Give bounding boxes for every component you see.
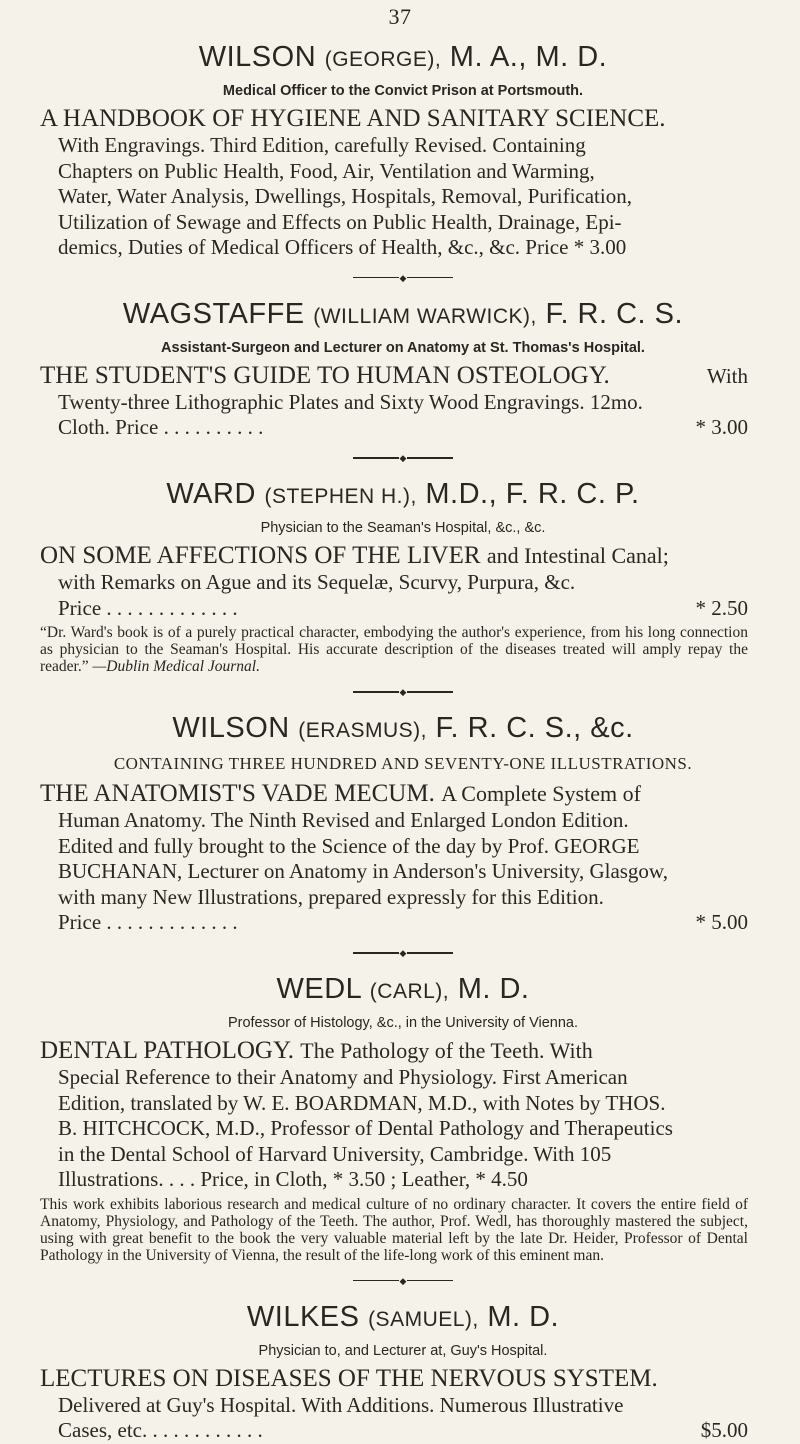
description-line: demics, Duties of Medical Officers of Health, &c., &c. Price * 3.00	[58, 235, 627, 259]
description-line: Delivered at Guy's Hospital. With Additions. Numerous Illustrative	[58, 1392, 624, 1417]
entry-wilson-erasmus	[40, 711, 748, 936]
author-position: Physician to, and Lecturer at, Guy's Hospital.	[258, 1342, 548, 1359]
book-description	[58, 1065, 748, 1193]
description-line: With Engravings. Third Edition, carefully Revised. Containing	[58, 133, 586, 157]
author-heading	[58, 972, 748, 1009]
book-title-tail: With	[706, 363, 748, 388]
price-value: * 2.50	[695, 595, 748, 620]
price-line	[58, 596, 748, 622]
price-label: Price . . . . . . . . . . . . .	[58, 910, 238, 935]
author-name: WEDL	[276, 973, 362, 1006]
section-divider: ◆	[58, 1276, 748, 1286]
price-value: $5.00	[700, 1418, 748, 1443]
author-degree: M. D.	[457, 973, 530, 1006]
author-forename: (ERASMUS),	[298, 719, 427, 743]
illustration-note: CONTAINING THREE HUNDRED AND SEVENTY-ONE ILLUSTRATIONS.	[113, 754, 693, 774]
author-degree: F. R. C. S.	[545, 297, 684, 330]
book-title-tail: The Pathology of the Teeth. With	[300, 1038, 593, 1064]
description-line: with Remarks on Ague and its Sequelæ, Scurvy, Purpura, &c.	[58, 570, 576, 595]
book-title-tail: and Intestinal Canal;	[486, 543, 669, 569]
author-forename: (GEORGE),	[324, 48, 442, 71]
book-title: LECTURES ON DISEASES OF THE NERVOUS SYSTEM.	[40, 1364, 658, 1392]
book-description	[58, 133, 748, 261]
book-title-text: THE ANATOMIST'S VADE MECUM.	[40, 780, 435, 808]
description-line: Edited and fully brought to the Science of the day by Prof. GEORGE	[58, 833, 640, 858]
author-forename: (SAMUEL),	[368, 1307, 479, 1331]
author-name: WILKES	[246, 1300, 360, 1333]
book-title	[40, 542, 748, 570]
entry-wagstaffe	[40, 297, 748, 441]
author-heading	[58, 477, 748, 514]
book-description	[58, 808, 748, 936]
description-line: BUCHANAN, Lecturer on Anatomy in Anderson's University, Glasgow,	[58, 859, 668, 884]
author-position: Medical Officer to the Convict Prison at Portsmouth.	[222, 83, 584, 99]
author-position: Professor of Histology, &c., in the University of Vienna.	[227, 1015, 579, 1032]
price-value: * 3.00	[695, 415, 748, 440]
price-line	[58, 910, 748, 936]
author-forename: (STEPHEN H.),	[264, 485, 417, 509]
book-title-text: THE STUDENT'S GUIDE TO HUMAN OSTEOLOGY.	[40, 361, 610, 389]
book-description	[58, 570, 748, 621]
book-title-text: ON SOME AFFECTIONS OF THE LIVER	[40, 542, 481, 570]
author-position: Physician to the Seaman's Hospital, &c., &c.	[260, 520, 546, 537]
entry-wedl	[40, 972, 748, 1264]
description-line: with many New Illustrations, prepared expressly for this Edition.	[58, 884, 604, 909]
author-name: WAGSTAFFE	[122, 297, 305, 330]
description-line: Human Anatomy. The Ninth Revised and Enlarged London Edition.	[58, 808, 629, 833]
price-label: Price . . . . . . . . . . . . .	[58, 595, 238, 620]
description-line: Edition, translated by W. E. BOARDMAN, M.D., with Notes by THOS.	[58, 1090, 666, 1115]
review-source: —Dublin Medical Journal.	[92, 658, 260, 676]
author-degree: F. R. C. S., &c.	[435, 712, 634, 745]
price-line	[58, 1418, 748, 1444]
book-title-text: DENTAL PATHOLOGY.	[40, 1037, 295, 1065]
entry-wilson-george	[40, 40, 748, 261]
price-line	[58, 415, 748, 441]
description-line: Special Reference to their Anatomy and Physiology. First American	[58, 1065, 628, 1090]
description-line: Illustrations. . . . Price, in Cloth, * 3.50 ; Leather, * 4.50	[58, 1167, 528, 1192]
page-number: 37	[388, 4, 412, 29]
author-degree: M.D., F. R. C. P.	[425, 478, 640, 511]
review-text: This work exhibits laborious research and medical culture of no ordinary character. It covers the entire field of Anatomy, Physiology, and Pathology of the Teeth. The author, Prof. Wedl, has thoroughly mastered the subject, using with great benefit to the book the very valuable material left by the late Dr. Heider, Professor of Dental Pathology in the University of Vienna, the result of the life-long work of this eminent man.	[40, 1195, 748, 1264]
author-heading	[58, 40, 748, 77]
description-line: Water, Water Analysis, Dwellings, Hospitals, Removal, Purification,	[58, 184, 632, 208]
section-divider: ◆	[58, 273, 748, 283]
price-label: Cloth. Price . . . . . . . . . .	[58, 415, 264, 440]
author-name: WILSON	[198, 41, 317, 73]
description-line: Twenty-three Lithographic Plates and Sixty Wood Engravings. 12mo.	[58, 389, 643, 414]
description-line: Utilization of Sewage and Effects on Public Health, Drainage, Epi-	[58, 209, 622, 234]
review-quote	[40, 624, 748, 675]
author-heading	[58, 1300, 748, 1337]
author-heading	[58, 297, 748, 334]
book-title: A HANDBOOK OF HYGIENE AND SANITARY SCIENCE.	[40, 105, 666, 132]
section-divider: ◆	[58, 948, 748, 958]
catalog-page	[40, 40, 748, 1444]
description-line: in the Dental School of Harvard University, Cambridge. With 105	[58, 1141, 612, 1166]
book-title-tail: A Complete System of	[441, 781, 641, 807]
author-forename: (WILLIAM WARWICK),	[313, 304, 537, 328]
description-line: B. HITCHCOCK, M.D., Professor of Dental Pathology and Therapeutics	[58, 1116, 673, 1141]
entry-ward	[40, 477, 748, 676]
description-line: Chapters on Public Health, Food, Air, Ventilation and Warming,	[58, 158, 595, 183]
book-title	[40, 1037, 748, 1065]
author-name: WARD	[166, 478, 256, 511]
author-forename: (CARL),	[369, 980, 450, 1004]
price-value: * 5.00	[695, 910, 748, 935]
entry-wilkes	[40, 1300, 748, 1444]
price-label: Cases, etc. . . . . . . . . . . .	[58, 1418, 263, 1443]
book-title	[40, 780, 748, 808]
author-name: WILSON	[172, 712, 290, 745]
author-degree: M. D.	[487, 1300, 560, 1333]
section-divider: ◆	[58, 687, 748, 697]
author-heading	[58, 711, 748, 748]
review-text: “Dr. Ward's book is of a purely practical character, embodying the author's experience, from his long connection as physician to the Seaman's Hospital. His accurate description of the diseases treated will amply repay the reader.”	[40, 624, 748, 676]
book-title	[40, 362, 748, 390]
book-description	[58, 390, 748, 441]
section-divider: ◆	[58, 453, 748, 463]
author-position: Assistant-Surgeon and Lecturer on Anatomy at St. Thomas's Hospital.	[161, 339, 645, 356]
author-degree: M. A., M. D.	[449, 41, 608, 73]
book-description	[58, 1393, 748, 1444]
